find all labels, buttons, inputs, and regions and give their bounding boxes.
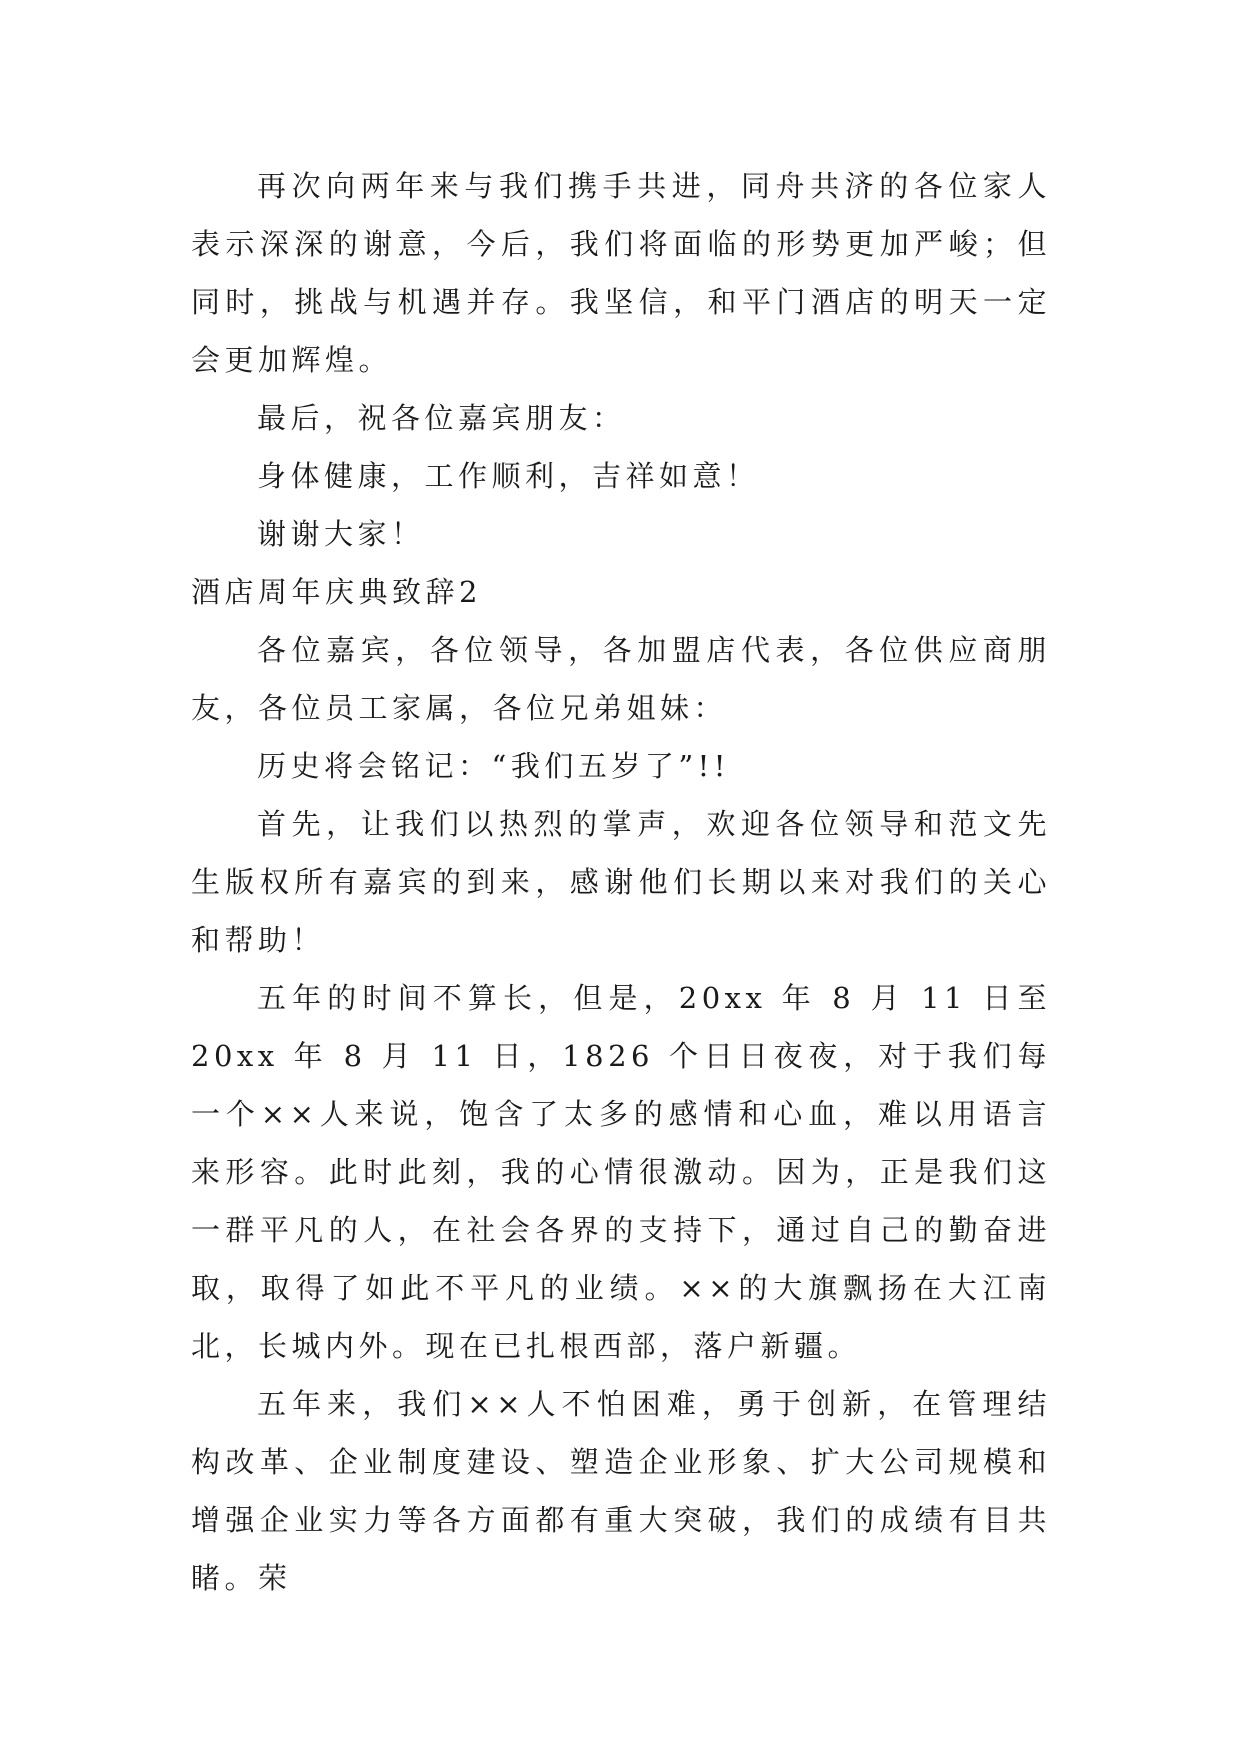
paragraph-five-years: 五年的时间不算长，但是，20xx 年 8 月 11 日至 20xx 年 8 月 11 日，1826 个日日夜夜，对于我们每一个××人来说，饱含了太多的感情和心血，难以用语言来形容。此时此刻，我的心情很激动。因为，正是我们这一群平凡的人，在社会各界的支持下，通过自己的勤奋进取，取得了如此不平凡的业绩。××的大旗飘扬在大江南北，长城内外。现在已扎根西部，落户新疆。 <box>191 981 1051 1363</box>
paragraph-welcome: 首先，让我们以热烈的掌声，欢迎各位领导和范文先生版权所有嘉宾的到来，感谢他们长期以来对我们的关心和帮助！ <box>191 807 1051 957</box>
paragraph-history: 历史将会铭记：“我们五岁了”!! <box>257 749 730 783</box>
paragraph-thank-you: 谢谢大家！ <box>257 517 425 551</box>
paragraph-thanks: 再次向两年来与我们携手共进，同舟共济的各位家人表示深深的谢意，今后，我们将面临的形势更加严峻；但同时，挑战与机遇并存。我坚信，和平门酒店的明天一定会更加辉煌。 <box>191 169 1051 377</box>
paragraph-wishes-intro: 最后，祝各位嘉宾朋友： <box>257 401 626 435</box>
paragraph-achievements: 五年来，我们××人不怕困难，勇于创新，在管理结构改革、企业制度建设、塑造企业形象、扩大公司规模和增强企业实力等各方面都有重大突破，我们的成绩有目共睹。荣 <box>191 1387 1051 1595</box>
paragraph-wishes: 身体健康，工作顺利，吉祥如意！ <box>257 459 760 493</box>
section-heading: 酒店周年庆典致辞2 <box>191 575 482 609</box>
document-body <box>191 157 1051 1607</box>
paragraph-greeting: 各位嘉宾，各位领导，各加盟店代表，各位供应商朋友，各位员工家属，各位兄弟姐妹： <box>191 633 1051 725</box>
